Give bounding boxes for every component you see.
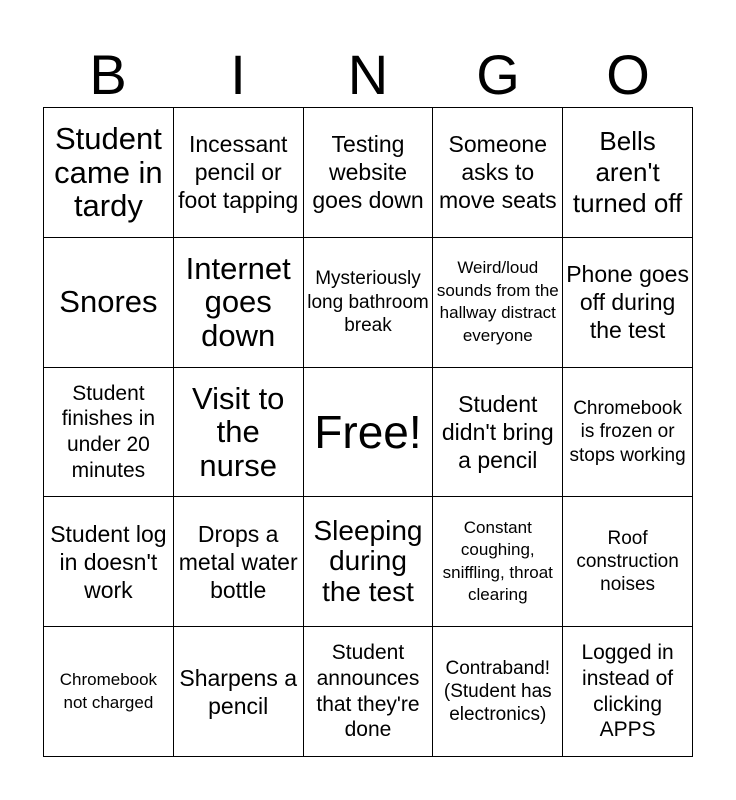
bingo-cell[interactable]: Chromebook is frozen or stops working — [563, 368, 693, 498]
bingo-cell[interactable]: Testing website goes down — [304, 108, 434, 238]
header-letter-b: B — [89, 43, 127, 106]
header-letter-g: G — [476, 43, 520, 106]
header-letter-n: N — [347, 43, 389, 106]
free-space[interactable]: Free! — [304, 368, 434, 498]
bingo-cell[interactable]: Roof construction noises — [563, 497, 693, 627]
bingo-cell[interactable]: Bells aren't turned off — [563, 108, 693, 238]
bingo-header — [43, 44, 693, 106]
bingo-cell[interactable]: Constant coughing, sniffling, throat clearing — [433, 497, 563, 627]
bingo-cell[interactable]: Student came in tardy — [44, 108, 174, 238]
bingo-cell[interactable]: Snores — [44, 238, 174, 368]
bingo-cell[interactable]: Sharpens a pencil — [174, 627, 304, 757]
header-letter-i: I — [230, 43, 246, 106]
bingo-cell[interactable]: Internet goes down — [174, 238, 304, 368]
header-letter-o: O — [606, 43, 650, 106]
bingo-cell[interactable]: Sleeping during the test — [304, 497, 434, 627]
bingo-cell[interactable]: Mysteriously long bathroom break — [304, 238, 434, 368]
bingo-cell[interactable]: Contraband! (Student has electronics) — [433, 627, 563, 757]
bingo-card — [43, 107, 693, 757]
bingo-cell[interactable]: Someone asks to move seats — [433, 108, 563, 238]
bingo-cell[interactable]: Incessant pencil or foot tapping — [174, 108, 304, 238]
bingo-cell[interactable]: Chromebook not charged — [44, 627, 174, 757]
bingo-cell[interactable]: Student announces that they're done — [304, 627, 434, 757]
bingo-cell[interactable]: Student log in doesn't work — [44, 497, 174, 627]
bingo-cell[interactable]: Student didn't bring a pencil — [433, 368, 563, 498]
bingo-cell[interactable]: Student finishes in under 20 minutes — [44, 368, 174, 498]
bingo-cell[interactable]: Visit to the nurse — [174, 368, 304, 498]
bingo-cell[interactable]: Phone goes off during the test — [563, 238, 693, 368]
bingo-cell[interactable]: Logged in instead of clicking APPS — [563, 627, 693, 757]
bingo-cell[interactable]: Drops a metal water bottle — [174, 497, 304, 627]
bingo-cell[interactable]: Weird/loud sounds from the hallway distract everyone — [433, 238, 563, 368]
